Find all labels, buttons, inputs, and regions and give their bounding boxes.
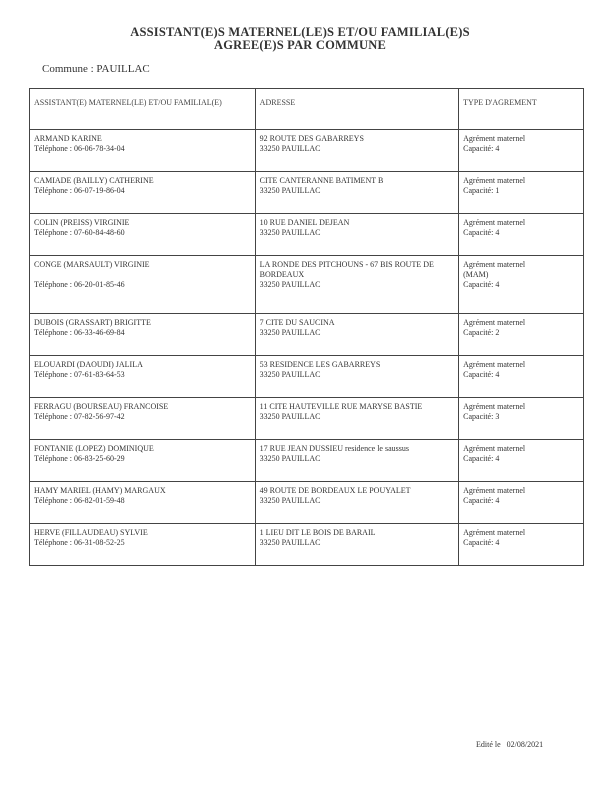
agreement-cell — [459, 130, 584, 172]
agreement-capacity: Capacité: 4 — [463, 144, 500, 153]
address-cell — [255, 356, 458, 398]
column-header-assistant: ASSISTANT(E) MATERNEL(LE) ET/OU FAMILIAL(E) — [30, 89, 256, 130]
assistant-cell — [30, 130, 256, 172]
agreement-type: Agrément maternel — [463, 528, 526, 537]
address-city: 33250 PAUILLAC — [259, 186, 321, 195]
address-cell — [255, 440, 458, 482]
table-row — [30, 356, 584, 398]
table-row — [30, 256, 584, 314]
agreement-cell — [459, 356, 584, 398]
address-street: CITE CANTERANNE BATIMENT B — [259, 176, 384, 185]
edit-date-value: 02/08/2021 — [506, 740, 544, 749]
document-title — [0, 26, 600, 52]
address-street: 10 RUE DANIEL DEJEAN — [259, 218, 350, 227]
assistant-cell — [30, 356, 256, 398]
table-row — [30, 172, 584, 214]
assistant-name: DUBOIS (GRASSART) BRIGITTE — [34, 318, 151, 327]
assistant-phone: Téléphone : 07-60-84-48-60 — [34, 228, 125, 237]
assistant-phone: Téléphone : 06-31-08-52-25 — [34, 538, 125, 547]
agreement-cell — [459, 482, 584, 524]
address-cell — [255, 314, 458, 356]
address-cell — [255, 398, 458, 440]
address-cell — [255, 256, 458, 314]
column-header-address: ADRESSE — [255, 89, 458, 130]
assistant-cell — [30, 256, 256, 314]
address-cell — [255, 172, 458, 214]
table-header-row — [30, 89, 584, 130]
assistant-cell — [30, 398, 256, 440]
table-row — [30, 398, 584, 440]
assistant-cell — [30, 524, 256, 566]
agreement-capacity: Capacité: 4 — [463, 370, 500, 379]
assistant-name: COLIN (PREISS) VIRGINIE — [34, 218, 130, 227]
table-row — [30, 314, 584, 356]
agreement-type: Agrément maternel — [463, 134, 526, 143]
address-city: 33250 PAUILLAC — [259, 454, 321, 463]
assistant-name: CAMIADE (BAILLY) CATHERINE — [34, 176, 154, 185]
agreement-cell — [459, 440, 584, 482]
address-city: 33250 PAUILLAC — [259, 412, 321, 421]
assistant-name: FONTANIE (LOPEZ) DOMINIQUE — [34, 444, 154, 453]
assistant-cell — [30, 482, 256, 524]
address-street: 53 RESIDENCE LES GABARREYS — [259, 360, 381, 369]
assistant-cell — [30, 314, 256, 356]
table-row — [30, 130, 584, 172]
address-street: 1 LIEU DIT LE BOIS DE BARAIL — [259, 528, 376, 537]
address-cell — [255, 482, 458, 524]
address-city: 33250 PAUILLAC — [259, 496, 321, 505]
agreement-cell — [459, 398, 584, 440]
address-street: 17 RUE JEAN DUSSIEU residence le saussus — [259, 444, 409, 453]
agreement-cell — [459, 172, 584, 214]
agreement-capacity: Capacité: 4 — [463, 538, 500, 547]
assistant-name: HERVE (FILLAUDEAU) SYLVIE — [34, 528, 148, 537]
agreement-capacity: Capacité: 4 — [463, 454, 500, 463]
agreement-cell — [459, 214, 584, 256]
assistant-phone: Téléphone : 06-82-01-59-48 — [34, 496, 125, 505]
agreement-capacity: Capacité: 4 — [463, 496, 500, 505]
agreement-type: Agrément maternel (MAM) — [463, 260, 526, 279]
address-city: 33250 PAUILLAC — [259, 228, 321, 237]
agreement-type: Agrément maternel — [463, 318, 526, 327]
assistant-name: CONGE (MARSAULT) VIRGINIE — [34, 260, 150, 269]
table-row — [30, 214, 584, 256]
agreement-capacity: Capacité: 2 — [463, 328, 500, 337]
agreement-type: Agrément maternel — [463, 486, 526, 495]
assistant-cell — [30, 440, 256, 482]
address-city: 33250 PAUILLAC — [259, 370, 321, 379]
commune-label: Commune : PAUILLAC — [42, 63, 150, 75]
assistant-phone: Téléphone : 06-20-01-85-46 — [34, 280, 125, 289]
agreement-type: Agrément maternel — [463, 218, 526, 227]
agreement-capacity: Capacité: 4 — [463, 228, 500, 237]
edit-date-label: Edité le — [476, 740, 501, 749]
table-row — [30, 524, 584, 566]
assistant-phone: Téléphone : 06-33-46-69-84 — [34, 328, 125, 337]
assistant-phone: Téléphone : 06-83-25-60-29 — [34, 454, 125, 463]
assistant-name: ELOUARDI (DAOUDI) JALILA — [34, 360, 143, 369]
title-line-1: ASSISTANT(E)S MATERNEL(LE)S ET/OU FAMILIAL(E)S — [130, 25, 470, 39]
address-street: 92 ROUTE DES GABARREYS — [259, 134, 364, 143]
assistant-name: ARMAND KARINE — [34, 134, 102, 143]
agreement-cell — [459, 256, 584, 314]
assistant-phone: Téléphone : 07-61-83-64-53 — [34, 370, 125, 379]
address-street: LA RONDE DES PITCHOUNS - 67 BIS ROUTE DE BORDEAUX — [259, 260, 434, 279]
assistant-name: HAMY MARIEL (HAMY) MARGAUX — [34, 486, 166, 495]
address-city: 33250 PAUILLAC — [259, 280, 321, 289]
agreement-capacity: Capacité: 4 — [463, 280, 500, 289]
column-header-agreement-type: TYPE D'AGREMENT — [459, 89, 584, 130]
agreement-capacity: Capacité: 3 — [463, 412, 500, 421]
assistant-cell — [30, 214, 256, 256]
agreement-type: Agrément maternel — [463, 402, 526, 411]
assistant-phone: Téléphone : 07-82-56-97-42 — [34, 412, 125, 421]
agreement-capacity: Capacité: 1 — [463, 186, 500, 195]
address-city: 33250 PAUILLAC — [259, 328, 321, 337]
address-city: 33250 PAUILLAC — [259, 144, 321, 153]
table-row — [30, 482, 584, 524]
address-cell — [255, 130, 458, 172]
agreement-type: Agrément maternel — [463, 444, 526, 453]
assistants-table — [29, 88, 584, 566]
table-row — [30, 440, 584, 482]
title-line-2: AGREE(E)S PAR COMMUNE — [213, 38, 387, 52]
agreement-type: Agrément maternel — [463, 360, 526, 369]
agreement-cell — [459, 314, 584, 356]
agreement-cell — [459, 524, 584, 566]
assistant-name: FERRAGU (BOURSEAU) FRANCOISE — [34, 402, 169, 411]
agreement-type: Agrément maternel — [463, 176, 526, 185]
address-street: 49 ROUTE DE BORDEAUX LE POUYALET — [259, 486, 411, 495]
address-street: 7 CITE DU SAUCINA — [259, 318, 335, 327]
assistant-cell — [30, 172, 256, 214]
address-cell — [255, 214, 458, 256]
address-cell — [255, 524, 458, 566]
assistant-phone: Téléphone : 06-07-19-86-04 — [34, 186, 125, 195]
address-street: 11 CITE HAUTEVILLE RUE MARYSE BASTIE — [259, 402, 423, 411]
assistant-phone: Téléphone : 06-06-78-34-04 — [34, 144, 125, 153]
edit-date — [476, 740, 547, 749]
address-city: 33250 PAUILLAC — [259, 538, 321, 547]
spacer — [34, 270, 251, 280]
